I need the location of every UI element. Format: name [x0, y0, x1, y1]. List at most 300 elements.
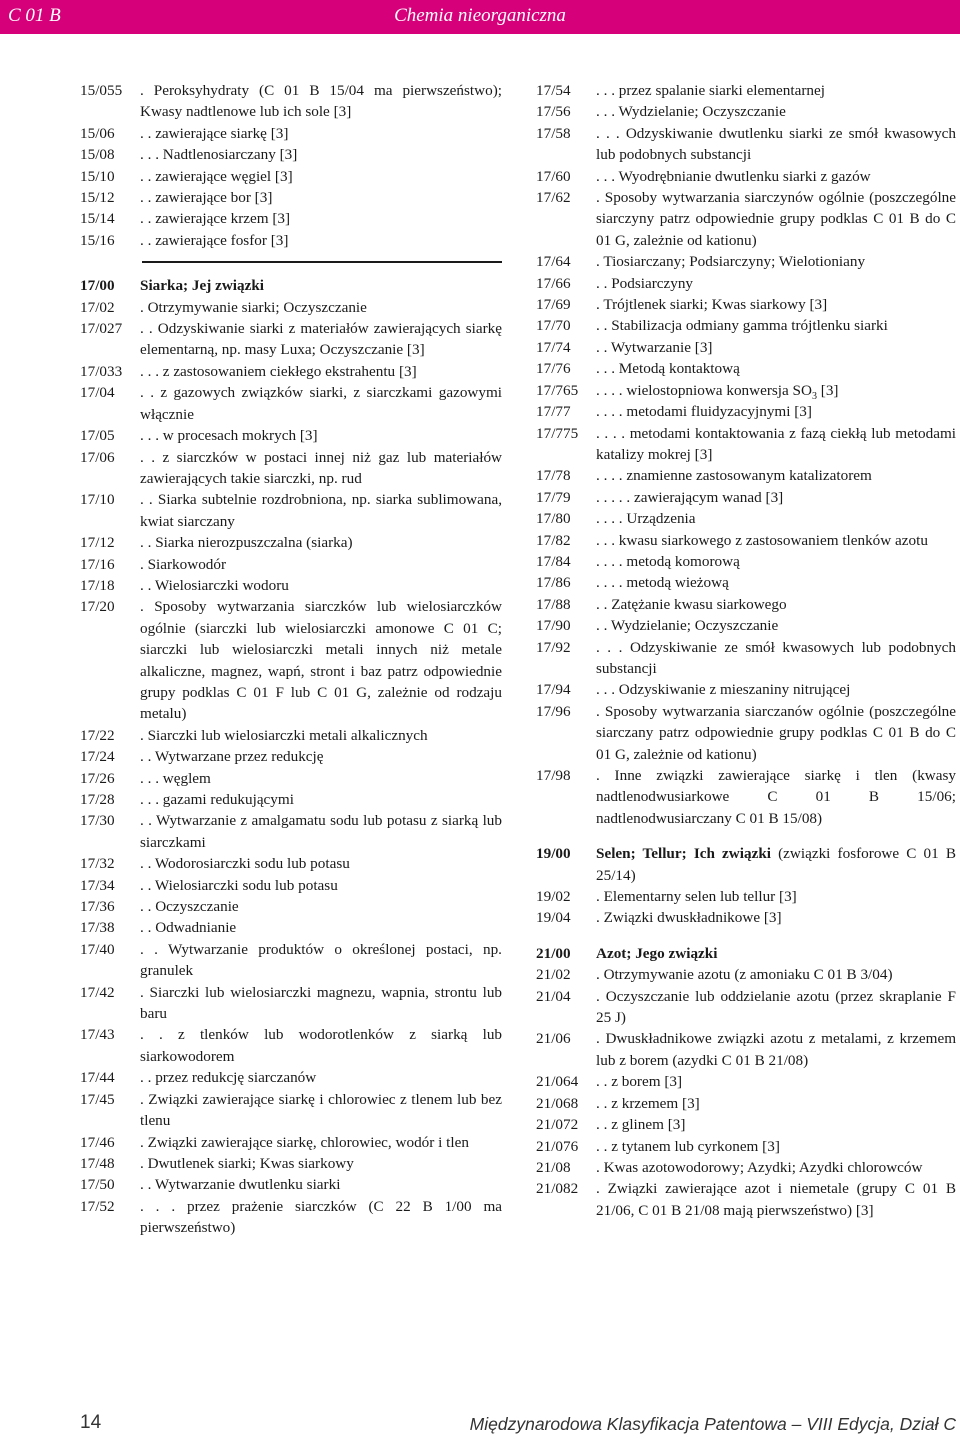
classification-entry: [80, 810, 502, 853]
classification-entry: [536, 572, 956, 593]
entry-code: 21/064: [536, 1073, 579, 1091]
entry-text: [140, 489, 502, 532]
entry-code: 21/02: [536, 966, 571, 984]
entry-title: zawierającym wanad [3]: [633, 488, 784, 506]
entry-code: 15/10: [80, 167, 115, 185]
classification-entry: [536, 337, 956, 358]
entry-text: [596, 358, 956, 379]
entry-indent-dots: .: [140, 1133, 148, 1151]
entry-code: 21/076: [536, 1137, 579, 1155]
entry-text: [140, 361, 502, 382]
classification-entry: [536, 1093, 956, 1114]
entry-title: Kwas azotowodorowy; Azydki; Azydki chlorowców: [603, 1158, 923, 1176]
entry-title: Sposoby wytwarzania siarczynów ogólnie (poszczególne siarczyny patrz odpowiednie grupy podklas C 01 B do C 01 G, zależnie od kationu): [596, 189, 956, 249]
page-header: [0, 0, 960, 34]
entry-indent-dots: . .: [140, 855, 155, 873]
entry-code: 17/16: [80, 555, 115, 573]
classification-entry: [536, 701, 956, 765]
section-gap: [536, 829, 956, 843]
entry-text: [140, 1132, 502, 1153]
entry-indent-dots: . .: [596, 274, 612, 292]
entry-code: 17/66: [536, 274, 571, 292]
entry-indent-dots: .: [596, 1158, 604, 1176]
entry-text: [140, 166, 502, 187]
entry-code: 21/068: [536, 1094, 579, 1112]
entry-indent-dots: .: [596, 253, 604, 271]
classification-entry: [80, 853, 502, 874]
entry-indent-dots: . .: [140, 124, 156, 142]
entry-indent-dots: . .: [596, 1116, 612, 1134]
entry-text: [140, 532, 502, 553]
entry-code: 17/78: [536, 467, 571, 485]
entry-text: [140, 768, 502, 789]
classification-entry: [80, 917, 502, 938]
entry-code: 17/45: [80, 1090, 115, 1108]
entry-code: 17/34: [80, 876, 115, 894]
classification-entry: [536, 123, 956, 166]
entry-indent-dots: . .: [140, 940, 168, 958]
entry-title: kwasu siarkowego z zastosowaniem tlenków azotu: [618, 531, 928, 549]
classification-entry: [80, 896, 502, 917]
entry-title: Siarczki lub wielosiarczki metali alkalicznych: [147, 726, 428, 744]
entry-title: Odzyskiwanie ze smół kwasowych lub podobnych substancji: [596, 638, 956, 677]
entry-text: [596, 1093, 956, 1114]
entry-indent-dots: . . . .: [596, 381, 627, 399]
entry-indent-dots: .: [140, 1090, 149, 1108]
entry-title: Sposoby wytwarzania siarczków lub wielosiarczków ogólnie (siarczki lub wielosiarczki amonowe C 01 C; siarczki lub wielosiarczki metali innych niż metale alkaliczne, magnez, wapń, stront i baz patrz odpowiednie grupy podklas C 01 F lub C 01 G, zależnie od rodzaju metalu): [140, 598, 502, 723]
entry-title: z zastosowaniem ciekłego ekstrahentu [3]: [162, 362, 417, 380]
entry-code: 17/42: [80, 983, 115, 1001]
classification-entry: [536, 765, 956, 829]
classification-entry: [80, 768, 502, 789]
entry-title: gazami redukującymi: [162, 791, 294, 808]
entry-title: Inne związki zawierające siarkę i tlen (kwasy nadtlenodwusiarkowe C 01 B 15/06; nadtlenodwusiarczany C 01 B 15/08): [596, 767, 957, 827]
entry-tail: [3]: [816, 381, 839, 399]
entry-text: [596, 187, 956, 251]
entry-indent-dots: . . .: [596, 103, 619, 121]
entry-title: Wytwarzanie z amalgamatu sodu lub potasu z siarką lub siarczkami: [140, 812, 502, 851]
entry-text: [140, 318, 502, 361]
entry-title: metodą komorową: [626, 552, 740, 570]
entry-text: [596, 530, 956, 551]
entry-text: [596, 572, 956, 593]
entry-indent-dots: . .: [140, 1069, 156, 1087]
entry-text: [140, 1174, 502, 1195]
classification-entry: [80, 382, 502, 425]
entry-indent-dots: . . .: [140, 146, 163, 164]
entry-title: Azot; Jego związki: [596, 944, 718, 962]
entry-code: 17/94: [536, 681, 571, 699]
entry-code: 19/00: [536, 845, 571, 863]
entry-code: 17/24: [80, 748, 115, 766]
entry-title: Sposoby wytwarzania siarczanów ogólnie (poszczególne siarczany patrz odpowiednie grupy podklas C 01 B do C 01 G, zależnie od kationu): [596, 702, 957, 763]
entry-title: Oczyszczanie lub oddzielanie azotu (przez skraplanie F 25 J): [596, 987, 956, 1027]
entry-text: [596, 594, 956, 615]
entry-code: 17/05: [80, 427, 115, 445]
entry-indent-dots: . . .: [140, 791, 163, 808]
classification-entry: [80, 532, 502, 553]
entry-text: [596, 907, 956, 928]
entry-title: z tlenków lub wodorotlenków z siarką lub siarkowodorem: [140, 1026, 503, 1065]
entry-text: [596, 487, 956, 508]
entry-text: [596, 465, 956, 486]
entry-text: [596, 886, 956, 907]
classification-entry: [536, 380, 956, 401]
entry-indent-dots: . .: [596, 1073, 612, 1091]
entry-text: [140, 746, 502, 767]
entry-code: 17/98: [536, 767, 571, 784]
entry-code: 17/69: [536, 296, 571, 314]
entry-title: z krzemem [3]: [611, 1094, 700, 1112]
entry-title: Podsiarczyny: [611, 274, 694, 292]
entry-title: Tiosiarczany; Podsiarczyny; Wielotioniany: [603, 253, 866, 271]
entry-title: z borem [3]: [611, 1073, 683, 1091]
entry-code: 17/79: [536, 488, 571, 506]
entry-indent-dots: . . .: [596, 638, 630, 656]
entry-code: 19/02: [536, 888, 571, 906]
entry-text: [140, 123, 502, 144]
classification-entry: [80, 425, 502, 446]
entry-title: Odwadnianie: [155, 919, 237, 937]
classification-entry: [80, 875, 502, 896]
entry-title: w procesach mokrych [3]: [162, 427, 318, 445]
classification-entry: [80, 166, 502, 187]
entry-title: przez prażenie siarczków (C 22 B 1/00 ma pierwszeństwo): [140, 1197, 502, 1237]
entry-title: Nadtlenosiarczany [3]: [162, 146, 298, 164]
classification-entry: [536, 508, 956, 529]
entry-title: Wytwarzanie dwutlenku siarki: [154, 1176, 341, 1194]
entry-title: zawierające węgiel [3]: [155, 167, 293, 185]
entry-indent-dots: .: [596, 888, 604, 906]
classification-entry: [80, 939, 502, 982]
entry-text: [140, 425, 502, 446]
classification-entry: [80, 1024, 502, 1067]
entry-code: 17/52: [80, 1197, 115, 1215]
entry-indent-dots: . .: [596, 1137, 612, 1155]
entry-text: [596, 1136, 956, 1157]
classification-entry: [80, 1132, 502, 1153]
classification-entry: [80, 144, 502, 165]
entry-indent-dots: .: [596, 189, 605, 207]
entry-code: 17/82: [536, 531, 571, 549]
entry-text: [596, 380, 956, 401]
entry-text: [140, 939, 502, 982]
classification-entry: [536, 1157, 956, 1178]
entry-code: 17/38: [80, 919, 115, 937]
entry-title: Oczyszczanie: [155, 898, 239, 916]
classification-entry: [536, 551, 956, 572]
entry-indent-dots: . . . .: [596, 510, 627, 528]
header-title: Chemia nieorganiczna: [394, 5, 566, 26]
entry-text: [140, 810, 502, 853]
footer-title: Międzynarodowa Klasyfikacja Patentowa – VIII Edycja, Dział C: [469, 1414, 956, 1434]
entry-code: 17/36: [80, 898, 115, 916]
entry-code: 17/28: [80, 791, 115, 808]
entry-indent-dots: . . . .: [596, 552, 627, 570]
entry-text: [140, 1089, 502, 1132]
entry-text: [140, 1067, 502, 1088]
entry-indent-dots: . .: [140, 1026, 178, 1044]
entry-title: Metodą kontaktową: [618, 360, 740, 378]
classification-entry: [536, 1178, 956, 1221]
entry-code: 17/40: [80, 940, 115, 958]
entry-code: 17/30: [80, 812, 115, 830]
entry-text: [596, 637, 956, 680]
entry-indent-dots: .: [140, 555, 148, 573]
entry-text: [596, 251, 956, 272]
classification-entry: [536, 101, 956, 122]
entry-text: [596, 423, 956, 466]
entry-indent-dots: . .: [140, 534, 156, 552]
entry-title: Związki zawierające siarkę, chlorowiec, wodór i tlen: [147, 1133, 469, 1151]
classification-entry: [80, 297, 502, 318]
classification-entry: [80, 1067, 502, 1088]
entry-title: Związki zawierające siarkę i chlorowiec z tlenem lub bez tlenu: [140, 1090, 503, 1130]
classification-entry: [536, 1028, 956, 1071]
entry-title: metodami kontaktowania z fazą ciekłą lub metodami katalizy mokrej [3]: [596, 424, 956, 463]
classification-entry: [80, 80, 502, 123]
entry-indent-dots: .: [596, 966, 604, 984]
classification-entry: [80, 554, 502, 575]
entry-indent-dots: . . .: [596, 360, 619, 378]
entry-title: wielostopniowa konwersja SO: [626, 381, 812, 399]
entry-indent-dots: .: [596, 296, 604, 314]
entry-title: Urządzenia: [626, 510, 696, 528]
entry-indent-dots: .: [140, 983, 150, 1001]
entry-indent-dots: .: [140, 1154, 148, 1172]
entry-indent-dots: . .: [596, 1094, 612, 1112]
entry-title: Odzyskiwanie siarki z materiałów zawierających siarkę elementarną, np. masy Luxa; Oczyszczanie [3]: [140, 320, 502, 359]
classification-entry: [80, 1089, 502, 1132]
classification-entry: [80, 318, 502, 361]
entry-text: [140, 853, 502, 874]
entry-code: 17/22: [80, 726, 115, 744]
entry-indent-dots: . . .: [596, 82, 619, 99]
entry-indent-dots: . .: [140, 231, 156, 249]
entry-indent-dots: . . . . .: [596, 488, 634, 506]
entry-title: z siarczków w postaci innej niż gaz lub materiałów zawierających takie siarczki, np. rud: [140, 448, 503, 487]
entry-code: 17/20: [80, 598, 115, 616]
classification-entry: [536, 530, 956, 551]
entry-code: 17/50: [80, 1176, 115, 1194]
entry-title: Siarka; Jej związki: [140, 277, 265, 295]
entry-code: 15/08: [80, 146, 115, 164]
entry-indent-dots: .: [596, 1180, 608, 1198]
entry-indent-dots: . .: [140, 576, 155, 594]
entry-indent-dots: .: [140, 598, 155, 616]
entry-indent-dots: . . . .: [596, 467, 627, 485]
entry-text: [596, 843, 956, 886]
entry-title: Wytwarzanie produktów o określonej postaci, np. granulek: [140, 940, 502, 980]
entry-title: Peroksyhydraty (C 01 B 15/04 ma pierwszeństwo); Kwasy nadtlenowe lub ich sole [3]: [140, 82, 502, 121]
entry-text: [140, 554, 502, 575]
entry-title: metodą wieżową: [626, 574, 729, 592]
classification-entry: [80, 447, 502, 490]
entry-title: Trójtlenek siarki; Kwas siarkowy [3]: [603, 296, 828, 314]
entry-text: [596, 337, 956, 358]
entry-indent-dots: . .: [140, 384, 161, 402]
entry-code: 17/32: [80, 855, 115, 873]
entry-text: [596, 1028, 956, 1071]
classification-entry: [536, 594, 956, 615]
entry-code: 17/62: [536, 189, 571, 207]
entry-title: Wytwarzanie [3]: [610, 338, 713, 356]
entry-code: 17/74: [536, 338, 571, 356]
entry-text: [596, 964, 956, 985]
entry-text: [140, 917, 502, 938]
entry-title: Zatężanie kwasu siarkowego: [611, 595, 787, 613]
classification-entry: [80, 187, 502, 208]
entry-text: [596, 986, 956, 1029]
entry-indent-dots: . .: [140, 210, 156, 228]
classification-entry: [80, 489, 502, 532]
page-number: 14: [80, 1412, 102, 1433]
entry-indent-dots: . .: [140, 876, 155, 894]
entry-text: [596, 80, 956, 101]
entry-text: [596, 765, 956, 829]
entry-text: [140, 382, 502, 425]
entry-title: Wielosiarczki sodu lub potasu: [154, 876, 338, 894]
entry-text: [596, 166, 956, 187]
entry-title: Odzyskiwanie dwutlenku siarki ze smół kwasowych lub podobnych substancji: [596, 124, 957, 164]
entry-code: 17/06: [80, 448, 115, 466]
entry-indent-dots: . . .: [140, 1197, 187, 1215]
entry-text: [140, 789, 502, 810]
entry-indent-dots: . .: [140, 898, 156, 916]
classification-entry: [536, 679, 956, 700]
classification-entry: [80, 1174, 502, 1195]
classification-entry: [536, 273, 956, 294]
entry-subscript: 3: [811, 390, 817, 402]
entry-text: [596, 1178, 956, 1221]
main-group-entry: [536, 943, 956, 964]
entry-code: 17/77: [536, 403, 571, 421]
entry-code: 17/765: [536, 381, 579, 399]
entry-title: Otrzymywanie azotu (z amoniaku C 01 B 3/04): [603, 966, 893, 984]
entry-code: 17/64: [536, 253, 571, 271]
entry-code: 21/08: [536, 1158, 571, 1176]
entry-title: Siarka nierozpuszczalna (siarka): [155, 534, 353, 552]
entry-code: 19/04: [536, 909, 571, 927]
entry-title: przez spalanie siarki elementarnej: [618, 82, 825, 99]
entry-title: Stabilizacja odmiany gamma trójtlenku siarki: [611, 317, 888, 335]
entry-code: 17/12: [80, 534, 115, 552]
entry-text: [596, 551, 956, 572]
classification-entry: [80, 123, 502, 144]
entry-title: z glinem [3]: [611, 1116, 686, 1134]
entry-text: [140, 187, 502, 208]
entry-text: [140, 80, 502, 123]
entry-text: [596, 1071, 956, 1092]
classification-entry: [536, 294, 956, 315]
entry-indent-dots: . .: [140, 491, 158, 509]
classification-entry: [536, 1114, 956, 1135]
section-divider: [142, 261, 502, 263]
entry-text: [140, 1024, 502, 1067]
entry-text: [596, 679, 956, 700]
entry-code: 17/10: [80, 491, 115, 509]
entry-indent-dots: . . . .: [596, 574, 627, 592]
classification-entry: [536, 886, 956, 907]
entry-code: 17/02: [80, 298, 115, 316]
classification-entry: [536, 964, 956, 985]
classification-entry: [536, 986, 956, 1029]
entry-text: [596, 508, 956, 529]
entry-code: 17/60: [536, 167, 571, 185]
classification-entry: [536, 637, 956, 680]
entry-title: zawierające siarkę [3]: [155, 124, 289, 142]
classification-entry: [536, 423, 956, 466]
main-group-entry: [80, 275, 502, 296]
classification-entry: [536, 401, 956, 422]
entry-title: Siarczki lub wielosiarczki magnezu, wapnia, strontu lub baru: [140, 983, 503, 1023]
main-group-entry: [536, 843, 956, 886]
entry-code: 15/12: [80, 189, 115, 207]
entry-code: 21/00: [536, 944, 571, 962]
entry-code: 17/90: [536, 617, 571, 635]
entry-indent-dots: . .: [140, 320, 158, 338]
entry-indent-dots: .: [596, 702, 605, 720]
entry-title: Wydzielanie; Oczyszczanie: [618, 103, 786, 121]
entry-text: [140, 982, 502, 1025]
entry-code: 17/04: [80, 384, 115, 402]
entry-code: 17/88: [536, 595, 571, 613]
classification-entry: [80, 1196, 502, 1239]
entry-indent-dots: . . . .: [596, 403, 627, 421]
entry-code: 17/86: [536, 574, 571, 592]
entry-text: [596, 123, 956, 166]
classification-entry: [536, 615, 956, 636]
entry-code: 21/082: [536, 1180, 579, 1198]
entry-indent-dots: . .: [596, 595, 612, 613]
entry-code: 15/06: [80, 124, 115, 142]
entry-text: [140, 875, 502, 896]
entry-title: Elementarny selen lub tellur [3]: [603, 888, 797, 906]
classification-entry: [536, 315, 956, 336]
entry-text: [140, 896, 502, 917]
classification-entry: [536, 187, 956, 251]
entry-indent-dots: .: [596, 767, 615, 784]
entry-title: Siarka subtelnie rozdrobniona, np. siarka sublimowana, kwiat siarczany: [140, 491, 503, 530]
entry-text: [596, 101, 956, 122]
classification-entry: [536, 251, 956, 272]
entry-title: z gazowych związków siarki, z siarczkami gazowymi włącznie: [140, 384, 503, 423]
entry-text: [140, 725, 502, 746]
classification-entry: [536, 1071, 956, 1092]
entry-text: [596, 294, 956, 315]
entry-indent-dots: . .: [140, 1176, 155, 1194]
classification-entry: [80, 746, 502, 767]
entry-indent-dots: . . .: [596, 124, 626, 142]
entry-title: Związki zawierające azot i niemetale (grupy C 01 B 21/06, C 01 B 21/08 mają pierwszeństwo) [3]: [596, 1180, 956, 1219]
entry-code: 17/92: [536, 638, 571, 656]
entry-title: Dwutlenek siarki; Kwas siarkowy: [147, 1154, 354, 1172]
classification-entry: [536, 358, 956, 379]
left-column: [80, 80, 502, 1239]
classification-entry: [536, 465, 956, 486]
entry-title: metodami fluidyzacyjnymi [3]: [626, 403, 812, 421]
entry-text: [140, 596, 502, 724]
classification-entry: [80, 575, 502, 596]
entry-text: [596, 615, 956, 636]
entry-indent-dots: . .: [596, 617, 611, 635]
entry-text: [596, 1157, 956, 1178]
entry-title: zawierające krzem [3]: [155, 210, 291, 228]
entry-indent-dots: . . .: [140, 427, 163, 445]
entry-text: [140, 208, 502, 229]
entry-text: [140, 275, 502, 296]
entry-code: 17/84: [536, 552, 571, 570]
